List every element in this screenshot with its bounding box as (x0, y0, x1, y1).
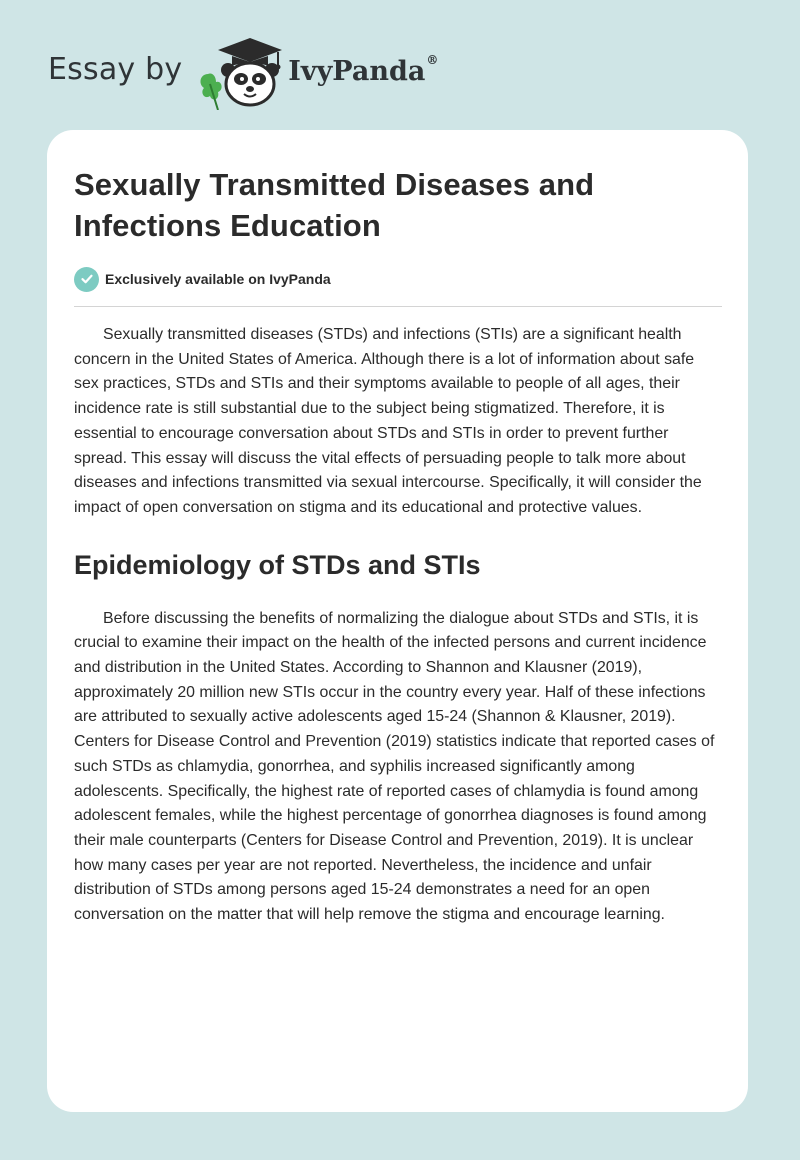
site-header (48, 34, 438, 110)
brand-name: IvyPanda® (288, 52, 439, 87)
section-paragraph: Before discussing the benefits of normalizing the dialogue about STDs and STIs, it is crucial to examine their impact on the health of the infected persons and current incidence and distribution in the United States. According to Shannon and Klausner (2019), approximately 20 million new STIs occur in the country every year. Half of these infections are attributed to sexually active adolescents aged 15-24 (Shannon & Klausner, 2019). Centers for Disease Control and Prevention (2019) statistics indicate that reported cases of such STDs as chlamydia, gonorrhea, and syphilis increased significantly among adolescents. Specifically, the highest rate of reported cases of chlamydia is found among adolescent females, while the highest percentage of gonorrhea diagnoses is found among their male counterparts (Centers for Disease Control and Prevention, 2019). It is unclear how many cases per year are not reported. Nevertheless, the incidence and unfair distribution of STDs among persons aged 15-24 demonstrates a need for an open conversation on the matter that will help remove the stigma and encourage learning. (74, 609, 715, 924)
checkmark-icon (74, 267, 99, 292)
essay-title: Sexually Transmitted Diseases and Infections Education (74, 167, 595, 243)
essay-by-label: Essay by (48, 51, 183, 87)
essay-card (47, 130, 748, 1112)
exclusive-label: Exclusively available on IvyPanda (105, 271, 331, 287)
section-heading: Epidemiology of STDs and STIs (74, 549, 481, 580)
title-divider (74, 306, 722, 307)
exclusive-badge (74, 266, 722, 292)
intro-paragraph: Sexually transmitted diseases (STDs) and infections (STIs) are a significant health concern in the United States of America. Although there is a lot of information about safe sex practices, STDs and STIs and their symptoms available to people of all ages, their incidence rate is still substantial due to the subject being stigmatized. Therefore, it is essential to encourage conversation about STDs and STIs in order to prevent further spread. This essay will discuss the vital effects of persuading people to talk more about diseases and infections transmitted via sexual intercourse. Specifically, it will consider the impact of open conversation on stigma and its educational and protective values. (74, 326, 702, 516)
ivy-leaf-icon (201, 73, 222, 110)
panda-face-icon (221, 63, 279, 105)
panda-logo-icon (196, 34, 284, 110)
